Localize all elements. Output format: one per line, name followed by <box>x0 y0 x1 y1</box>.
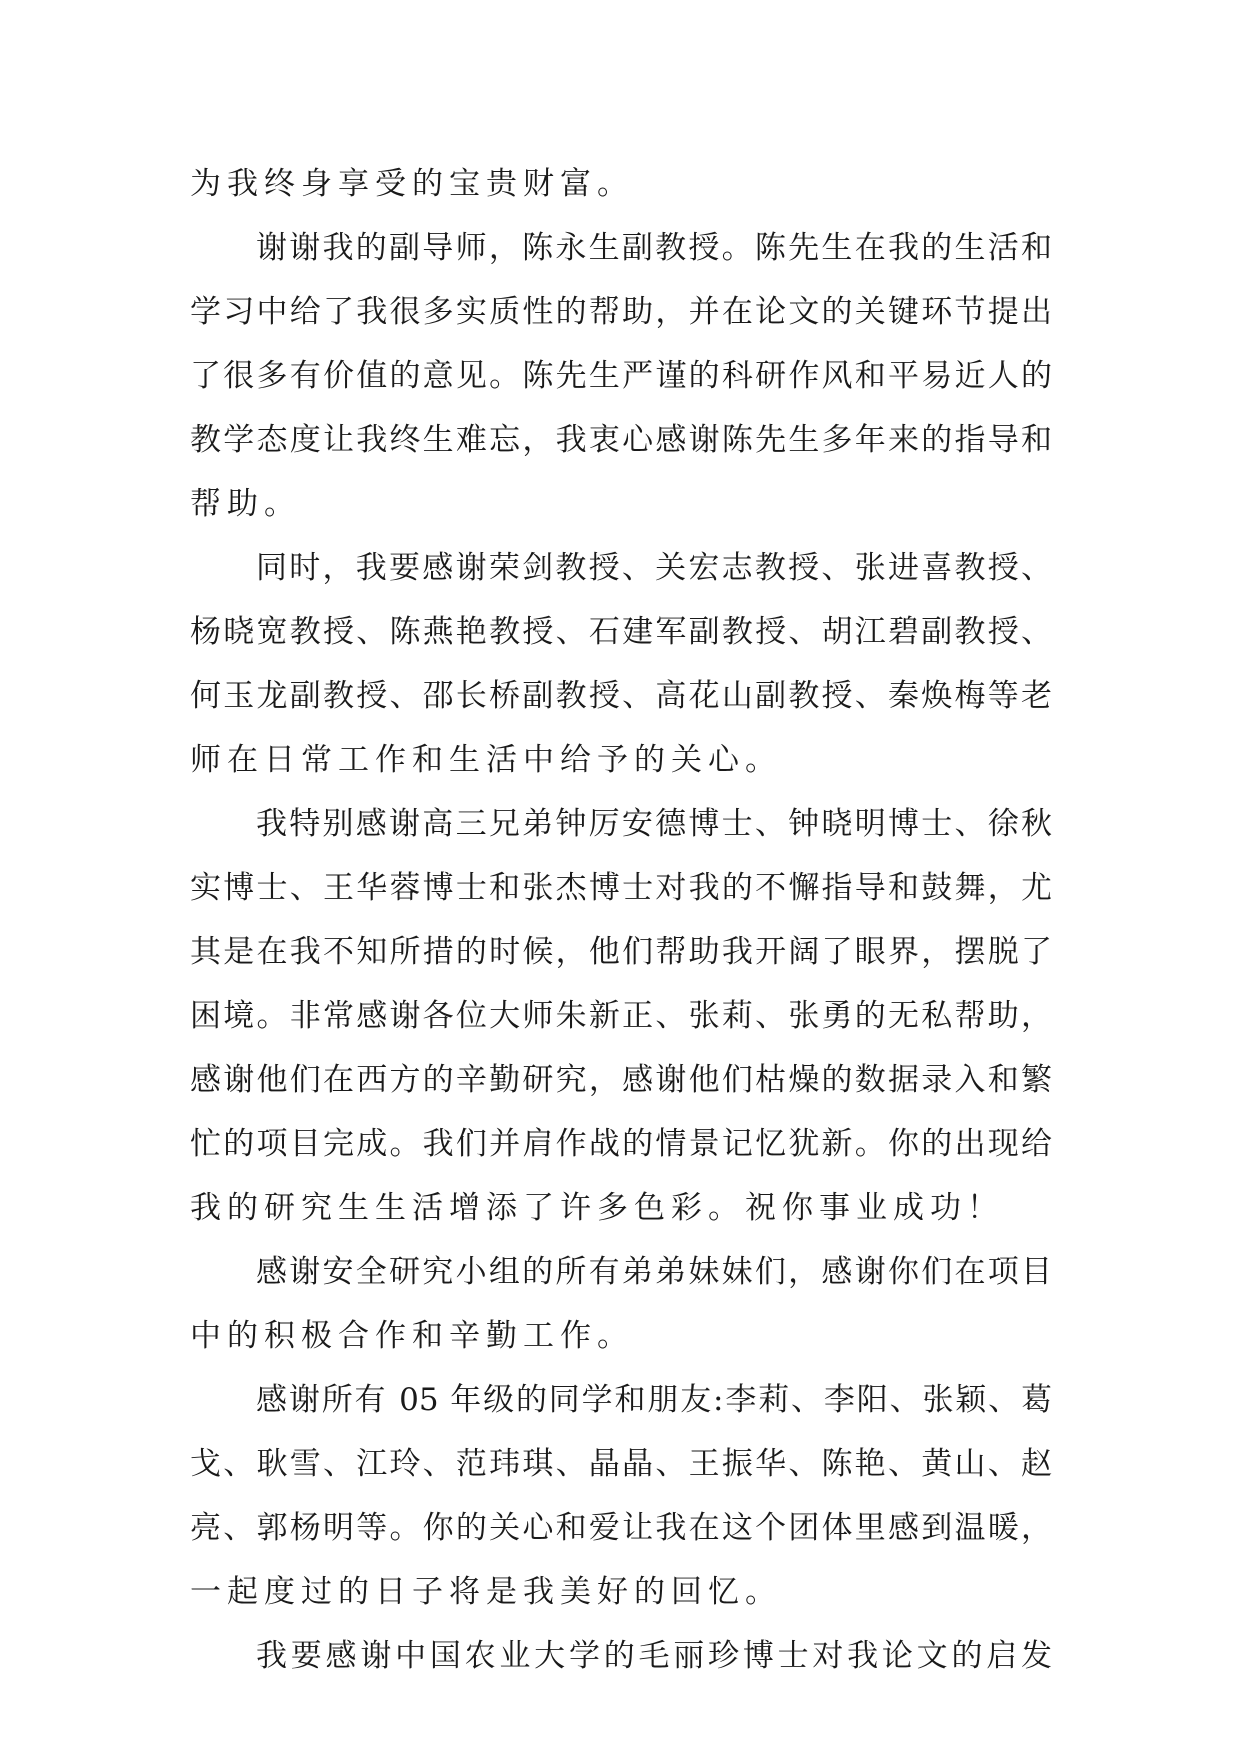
text-line: 其是在我不知所措的时候，他们帮助我开阔了眼界，摆脱了 <box>190 934 1052 970</box>
text-line: 我要感谢中国农业大学的毛丽珍博士对我论文的启发 <box>256 1638 1052 1674</box>
text-line: 感谢他们在西方的辛勤研究，感谢他们枯燥的数据录入和繁 <box>190 1062 1052 1098</box>
text-line: 困境。非常感谢各位大师朱新正、张莉、张勇的无私帮助， <box>190 998 1052 1034</box>
text-line: 戈、耿雪、江玲、范玮琪、晶晶、王振华、陈艳、黄山、赵 <box>190 1446 1052 1482</box>
text-line: 感谢安全研究小组的所有弟弟妹妹们，感谢你们在项目 <box>256 1254 1052 1290</box>
text-line: 感谢所有 05 年级的同学和朋友:李莉、李阳、张颖、葛 <box>256 1382 1052 1418</box>
text-line: 为我终身享受的宝贵财富。 <box>190 166 634 202</box>
text-line: 中的积极合作和辛勤工作。 <box>190 1318 634 1354</box>
text-line: 同时，我要感谢荣剑教授、关宏志教授、张进喜教授、 <box>256 550 1052 586</box>
text-line: 学习中给了我很多实质性的帮助，并在论文的关键环节提出 <box>190 294 1052 330</box>
text-line: 教学态度让我终生难忘，我衷心感谢陈先生多年来的指导和 <box>190 422 1052 458</box>
text-line: 师在日常工作和生活中给予的关心。 <box>190 742 782 778</box>
text-line: 我特别感谢高三兄弟钟厉安德博士、钟晓明博士、徐秋 <box>256 806 1052 842</box>
text-line: 忙的项目完成。我们并肩作战的情景记忆犹新。你的出现给 <box>190 1126 1052 1162</box>
text-line: 了很多有价值的意见。陈先生严谨的科研作风和平易近人的 <box>190 358 1052 394</box>
text-line: 一起度过的日子将是我美好的回忆。 <box>190 1574 782 1610</box>
acknowledgement-text <box>190 152 1052 1688</box>
text-line: 亮、郭杨明等。你的关心和爱让我在这个团体里感到温暖， <box>190 1510 1052 1546</box>
text-line: 谢谢我的副导师，陈永生副教授。陈先生在我的生活和 <box>256 230 1052 266</box>
text-line: 帮助。 <box>190 486 301 522</box>
text-line: 何玉龙副教授、邵长桥副教授、高花山副教授、秦焕梅等老 <box>190 678 1052 714</box>
text-line: 我的研究生生活增添了许多色彩。祝你事业成功！ <box>190 1190 1004 1226</box>
text-line: 杨晓宽教授、陈燕艳教授、石建军副教授、胡江碧副教授、 <box>190 614 1052 650</box>
text-line: 实博士、王华蓉博士和张杰博士对我的不懈指导和鼓舞，尤 <box>190 870 1052 906</box>
